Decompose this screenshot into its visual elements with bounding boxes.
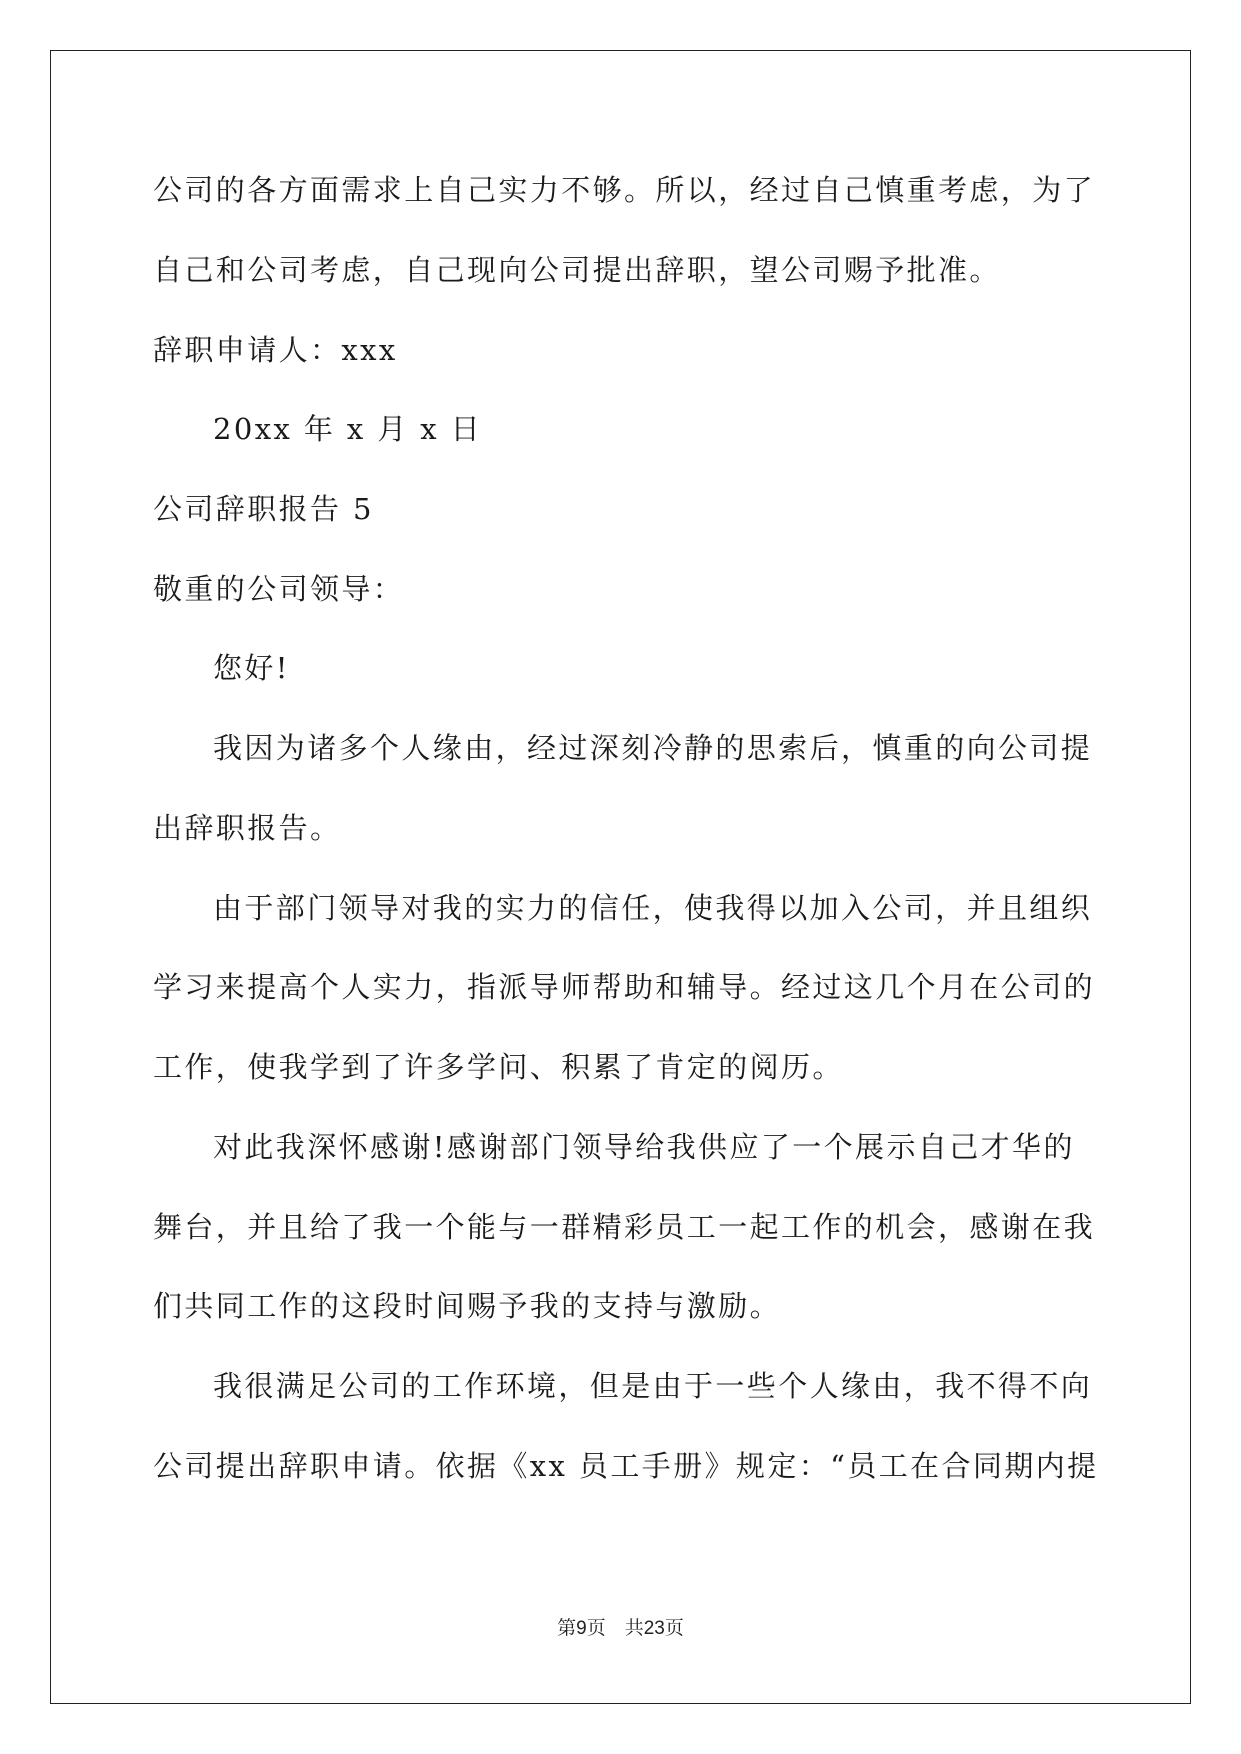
text-line: 学习来提高个人实力，指派导师帮助和辅导。经过这几个月在公司的	[153, 970, 1096, 1004]
text-line: 公司的各方面需求上自己实力不够。所以，经过自己慎重考虑，为了	[153, 173, 1096, 207]
text-line: 由于部门领导对我的实力的信任，使我得以加入公司，并且组织	[213, 891, 1093, 925]
total-page-number: 23	[643, 1618, 665, 1639]
date-line: 20xx 年 x 月 x 日	[213, 412, 483, 446]
text-line: 工作，使我学到了许多学问、积累了肯定的阅历。	[153, 1050, 844, 1084]
page-footer	[0, 1616, 1241, 1641]
text-line: 出辞职报告。	[153, 811, 342, 845]
text-line: 自己和公司考虑，自己现向公司提出辞职，望公司赐予批准。	[153, 253, 1001, 287]
text-line: 我很满足公司的工作环境，但是由于一些个人缘由，我不得不向	[213, 1369, 1093, 1403]
footer-mid: 页 共	[586, 1617, 644, 1639]
current-page-number: 9	[576, 1618, 587, 1639]
signature-line: 辞职申请人：xxx	[153, 333, 398, 367]
greeting: 您好!	[213, 651, 290, 685]
text-line: 舞台，并且给了我一个能与一群精彩员工一起工作的机会，感谢在我	[153, 1210, 1096, 1244]
salutation: 敬重的公司领导：	[153, 572, 405, 606]
section-title: 公司辞职报告 5	[153, 492, 374, 526]
text-line: 们共同工作的这段时间赐予我的支持与激励。	[153, 1289, 782, 1323]
text-line: 对此我深怀感谢!感谢部门领导给我供应了一个展示自己才华的	[213, 1130, 1075, 1164]
text-line: 我因为诸多个人缘由，经过深刻冷静的思索后，慎重的向公司提	[213, 731, 1093, 765]
footer-suffix: 页	[664, 1617, 684, 1639]
footer-prefix: 第	[557, 1617, 577, 1639]
text-line: 公司提出辞职申请。依据《xx 员工手册》规定：“员工在合同期内提	[153, 1449, 1099, 1483]
